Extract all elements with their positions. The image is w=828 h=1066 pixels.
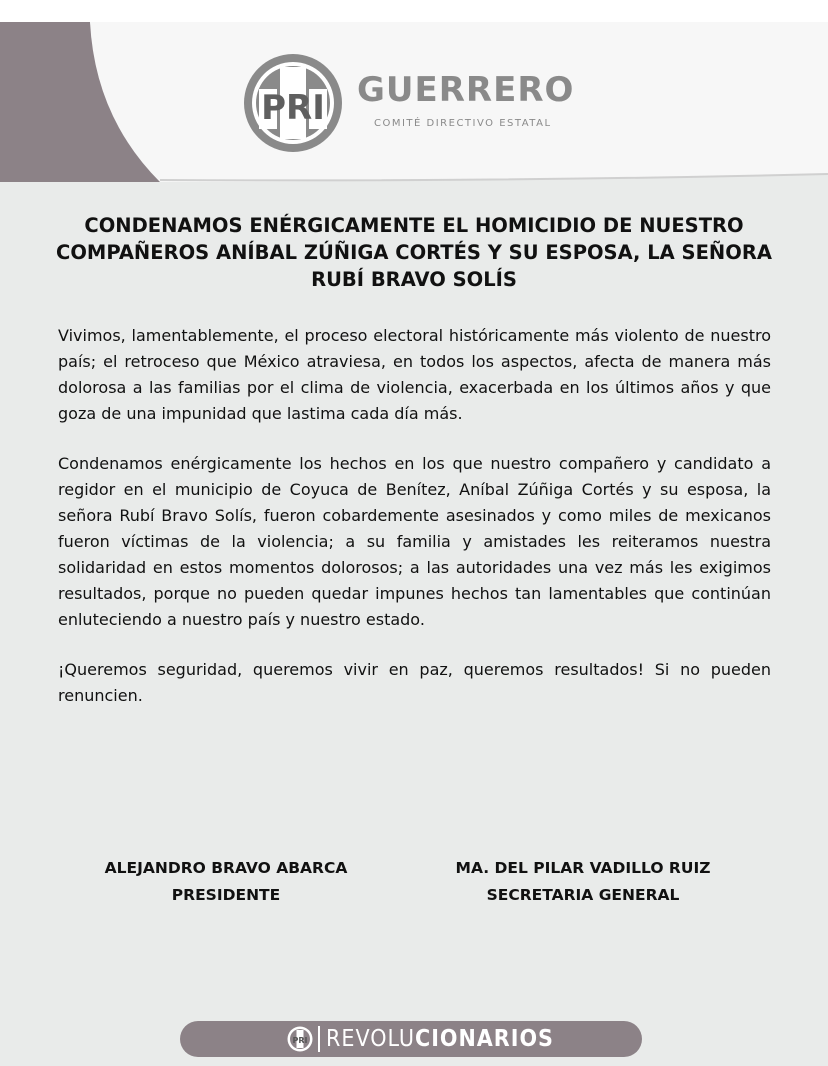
pri-logo xyxy=(243,53,343,153)
footer-logo-text: PRI xyxy=(292,1036,308,1045)
paragraph: Vivimos, lamentablemente, el proceso electoral históricamente más violento de nuestro país; el retroceso que México atraviesa, en todos los aspectos, afecta de manera más dolorosa a las familias por el clima de violencia, exacerbada en los últimos años y que goza de una impunidad que lastima cada día más. xyxy=(58,326,771,423)
slogan-light: REVOLU xyxy=(326,1026,416,1052)
footer-slogan xyxy=(326,1025,554,1053)
brand-name: GUERRERO xyxy=(357,70,575,110)
footer-pri-logo xyxy=(287,1026,313,1052)
top-edge xyxy=(0,0,828,23)
document-title xyxy=(50,212,778,293)
logo-text: PRI xyxy=(261,88,325,128)
slogan-bold: CIONARIOS xyxy=(415,1026,554,1052)
signature-name: MA. DEL PILAR VADILLO RUIZ xyxy=(455,859,711,877)
brand-subtitle: COMITÉ DIRECTIVO ESTATAL xyxy=(374,118,552,129)
title-line: RUBÍ BRAVO SOLÍS xyxy=(311,268,517,291)
signature-block xyxy=(86,855,366,909)
signature-role: SECRETARIA GENERAL xyxy=(486,886,680,904)
paragraph: ¡Queremos seguridad, queremos vivir en paz, queremos resultados! Si no pueden renuncien. xyxy=(58,660,771,705)
signature-role: PRESIDENTE xyxy=(171,886,281,904)
title-line: COMPAÑEROS ANÍBAL ZÚÑIGA CORTÉS Y SU ESPOSA, LA SEÑORA xyxy=(56,241,772,264)
signature-name: ALEJANDRO BRAVO ABARCA xyxy=(104,859,348,877)
footer-divider xyxy=(318,1026,320,1052)
signature-block xyxy=(432,855,734,909)
paragraph: Condenamos enérgicamente los hechos en los que nuestro compañero y candidato a regidor en el municipio de Coyuca de Benítez, Aníbal Zúñiga Cortés y su esposa, la señora Rubí Bravo Solís, fueron cobardemente asesinados y como miles de mexicanos fueron víctimas de la violencia; a su familia y amistades les reiteramos nuestra solidaridad en estos momentos dolorosos; a las autoridades una vez más les exigimos resultados, porque no pueden quedar impunes hechos tan lamentables que continúan enluteciendo a nuestro país y nuestro estado. xyxy=(58,454,771,629)
title-line: CONDENAMOS ENÉRGICAMENTE EL HOMICIDIO DE NUESTRO xyxy=(84,214,744,237)
